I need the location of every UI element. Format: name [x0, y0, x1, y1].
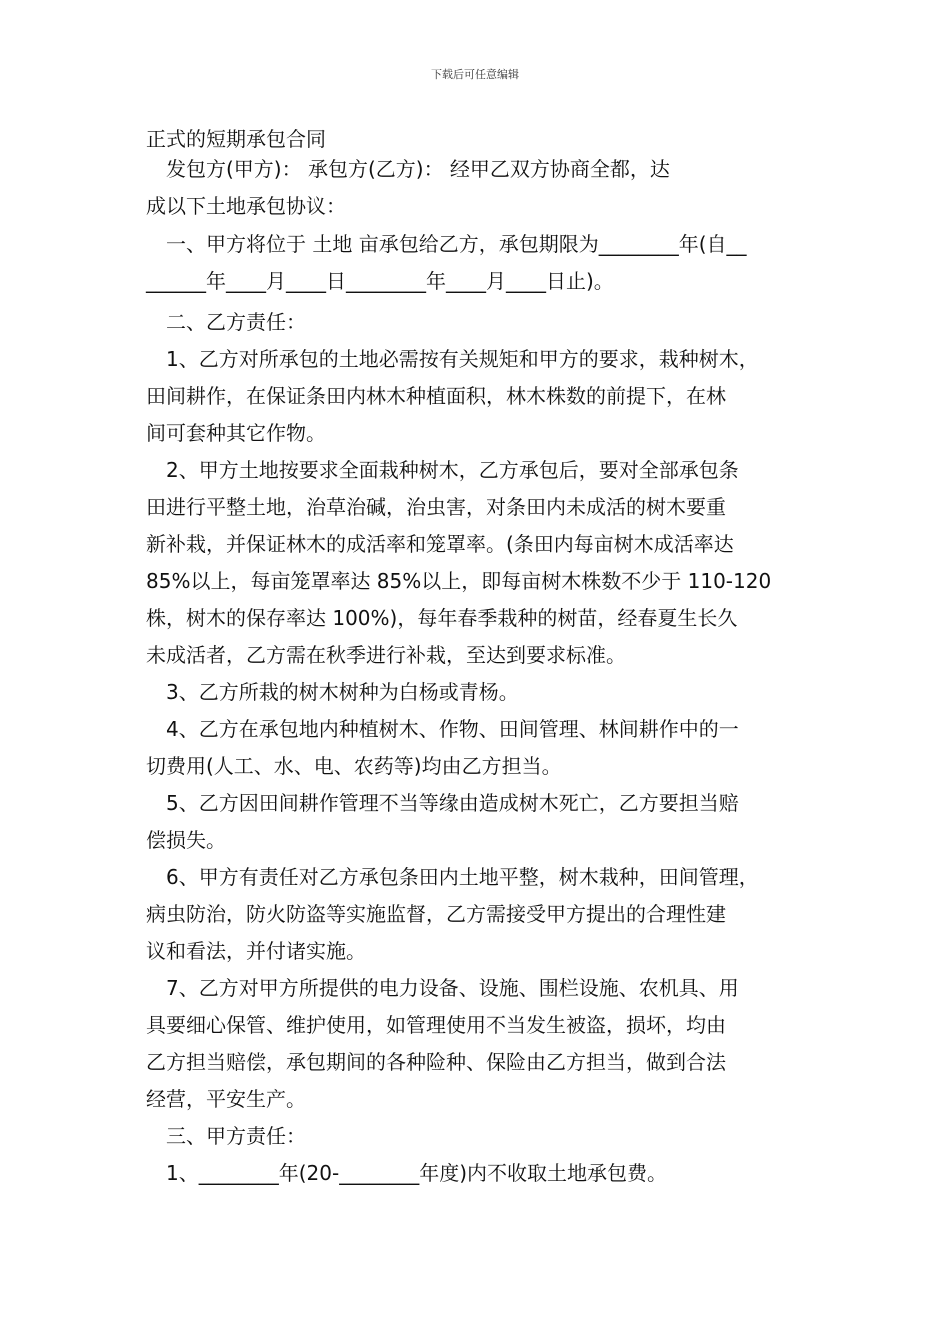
document-line: 3、乙方所栽的树木树种为白杨或青杨。	[166, 680, 519, 704]
document-line: 病虫防治，防火防盗等实施监督，乙方需接受甲方提出的合理性建	[146, 902, 726, 926]
document-line: 1、乙方对所承包的土地必需按有关规矩和甲方的要求，栽种树木，	[166, 347, 759, 371]
document-line: 田间耕作，在保证条田内林木种植面积，林木株数的前提下，在林	[146, 384, 726, 408]
document-line: 具要细心保管、维护使用，如管理使用不当发生被盗，损坏，均由	[146, 1013, 726, 1037]
document-line: 乙方担当赔偿，承包期间的各种险种、保险由乙方担当，做到合法	[146, 1050, 726, 1074]
document-line: 田进行平整土地，治草治碱，治虫害，对条田内未成活的树木要重	[146, 495, 726, 519]
document-line: 切费用(人工、水、电、农药等)均由乙方担当。	[146, 754, 562, 778]
document-body	[146, 121, 810, 1185]
document-line: 二、乙方责任：	[166, 310, 306, 334]
document-line: 偿损失。	[146, 828, 226, 852]
document-line: 85%以上，每亩笼罩率达 85%以上，即每亩树木株数不少于 110-120	[146, 569, 772, 593]
document-line: 一、甲方将位于 土地 亩承包给乙方，承包期限为________年(自__	[166, 232, 747, 256]
document-line: 未成活者，乙方需在秋季进行补栽，至达到要求标准。	[146, 643, 626, 667]
page-header: 下载后可任意编辑	[431, 68, 519, 81]
document-line: 5、乙方因田间耕作管理不当等缘由造成树木死亡，乙方要担当赔	[166, 791, 739, 815]
document-line: 发包方(甲方)： 承包方(乙方)： 经甲乙双方协商全都，达	[166, 157, 670, 181]
document-line: 经营，平安生产。	[146, 1087, 306, 1111]
document-line: 6、甲方有责任对乙方承包条田内土地平整，树木栽种，田间管理，	[166, 865, 759, 889]
document-line: 2、甲方土地按要求全面栽种树木，乙方承包后，要对全部承包条	[166, 458, 739, 482]
document-line: ______年____月____日________年____月____日止)。	[146, 269, 614, 293]
document-title: 正式的短期承包合同	[146, 127, 326, 151]
document-line: 7、乙方对甲方所提供的电力设备、设施、围栏设施、农机具、用	[166, 976, 739, 1000]
document-line: 4、乙方在承包地内种植树木、作物、田间管理、林间耕作中的一	[166, 717, 739, 741]
document-line: 1、________年(20-________年度)内不收取土地承包费。	[166, 1161, 667, 1185]
document-line: 新补栽，并保证林木的成活率和笼罩率。(条田内每亩树木成活率达	[146, 532, 734, 556]
document-line: 三、甲方责任：	[166, 1124, 306, 1148]
document-line: 株，树木的保存率达 100%)，每年春季栽种的树苗，经春夏生长久	[146, 606, 738, 630]
document-line: 间可套种其它作物。	[146, 421, 326, 445]
document-line: 议和看法，并付诸实施。	[146, 939, 366, 963]
document-line: 成以下土地承包协议：	[146, 194, 346, 218]
